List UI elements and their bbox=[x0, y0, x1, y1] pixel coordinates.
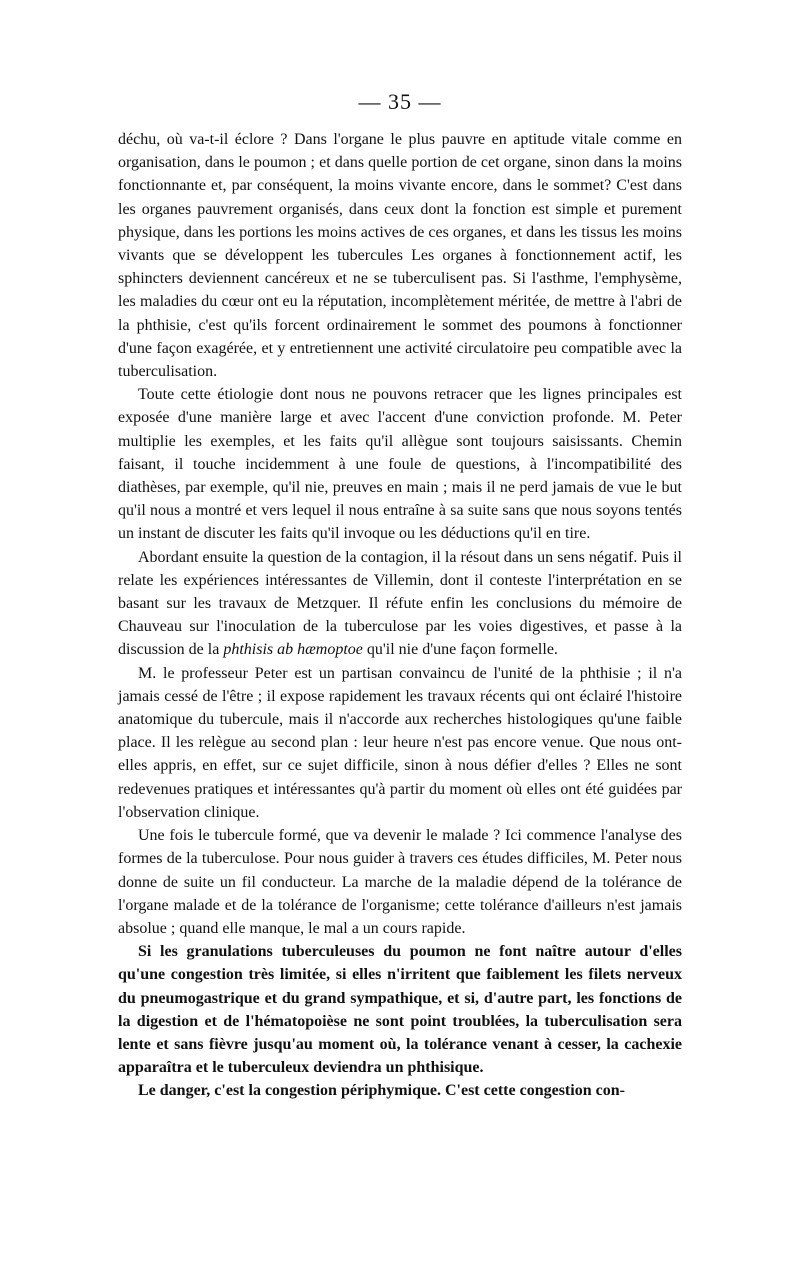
paragraph-7: Le danger, c'est la congestion périphymique. C'est cette congestion con- bbox=[138, 1082, 625, 1100]
paragraph-3-italic-term: phthisis ab hæmoptoe bbox=[223, 641, 363, 659]
paragraph-3-text-after: qu'il nie d'une façon formelle. bbox=[362, 641, 558, 659]
paragraph-5: Une fois le tubercule formé, que va devenir le malade ? Ici commence l'analyse des formes de la tuberculose. Pour nous guider à travers ces études difficiles, M. Peter nous donne de suite un fil conducteur. La marche de la maladie dépend de la tolérance de l'organe malade et de la tolérance de l'organisme; cette tolérance d'ailleurs n'est jamais absolue ; quand elle manque, le mal a un cours rapide. bbox=[118, 827, 682, 937]
paragraph-6: Si les granulations tuberculeuses du poumon ne font naître autour d'elles qu'une congestion très limitée, si elles n'irritent que faiblement les filets nerveux du pneumogastrique et du grand sympathique, et si, d'autre part, les fonctions de la digestion et de l'hématopoièse ne sont point troublées, la tuberculisation sera lente et sans fièvre jusqu'au moment où, la tolérance venant à cesser, la cachexie apparaîtra et le tuberculeux deviendra un phthisique. bbox=[118, 943, 682, 1077]
paragraph-3 bbox=[118, 546, 682, 662]
paragraph-2: Toute cette étiologie dont nous ne pouvons retracer que les lignes principales est exposée d'une manière large et avec l'accent d'une conviction profonde. M. Peter multiplie les exemples, et les faits qu'il allègue sont toujours saisissants. Chemin faisant, il touche incidemment à une foule de questions, à l'incompatibilité des diathèses, par exemple, qu'il nie, preuves en main ; mais il ne perd jamais de vue le but qu'il nous a montré et vers lequel il nous entraîne à sa suite sans que nous soyons tentés un instant de discuter les faits qu'il invoque ou les déductions qu'il en tire. bbox=[118, 386, 682, 543]
paragraph-1: déchu, où va-t-il éclore ? Dans l'organe le plus pauvre en aptitude vitale comme en organisation, dans le poumon ; et dans quelle portion de cet organe, sinon dans la moins fonctionnante et, par conséquent, la moins vivante encore, dans le sommet? C'est dans les organes pauvrement organisés, dans ceux dont la fonction est simple et purement physique, dans les portions les moins actives de ces organes, et dans les tissus les moins vivants que se développent les tubercules Les organes à fonctionnement actif, les sphincters deviennent cancéreux et ne se tuberculisent pas. Si l'asthme, l'emphysème, les maladies du cœur ont eu la réputation, incomplètement méritée, de mettre à l'abri de la phthisie, c'est qu'ils forcent ordinairement le sommet des poumons à fonctionner d'une façon exagérée, et y entretiennent une activité circulatoire peu compatible avec la tuberculisation. bbox=[118, 131, 682, 381]
paragraph-3-text-before: Abordant ensuite la question de la contagion, il la résout dans un sens négatif. Puis il relate les expériences intéressantes de Villemin, dont il conteste l'interprétation en se basant sur les travaux de Metzquer. Il réfute enfin les conclusions du mémoire de Chauveau sur l'inoculation de la tuberculose par les voies digestives, et passe à la discussion de la bbox=[118, 548, 682, 659]
paragraph-4: M. le professeur Peter est un partisan convaincu de l'unité de la phthisie ; il n'a jamais cessé de l'être ; il expose rapidement les travaux récents qui ont éclairé l'histoire anatomique du tubercule, mais il n'accorde aux recherches histologiques qu'une faible place. Il les relègue au second plan : leur heure n'est pas encore venue. Que nous ont-elles appris, en effet, sur ce sujet difficile, sinon à nous défier d'elles ? Elles ne sont redevenues pratiques et intéressantes qu'à partir du moment où elles ont été guidées par l'observation clinique. bbox=[118, 664, 682, 821]
page-number: — 35 — bbox=[358, 89, 442, 114]
